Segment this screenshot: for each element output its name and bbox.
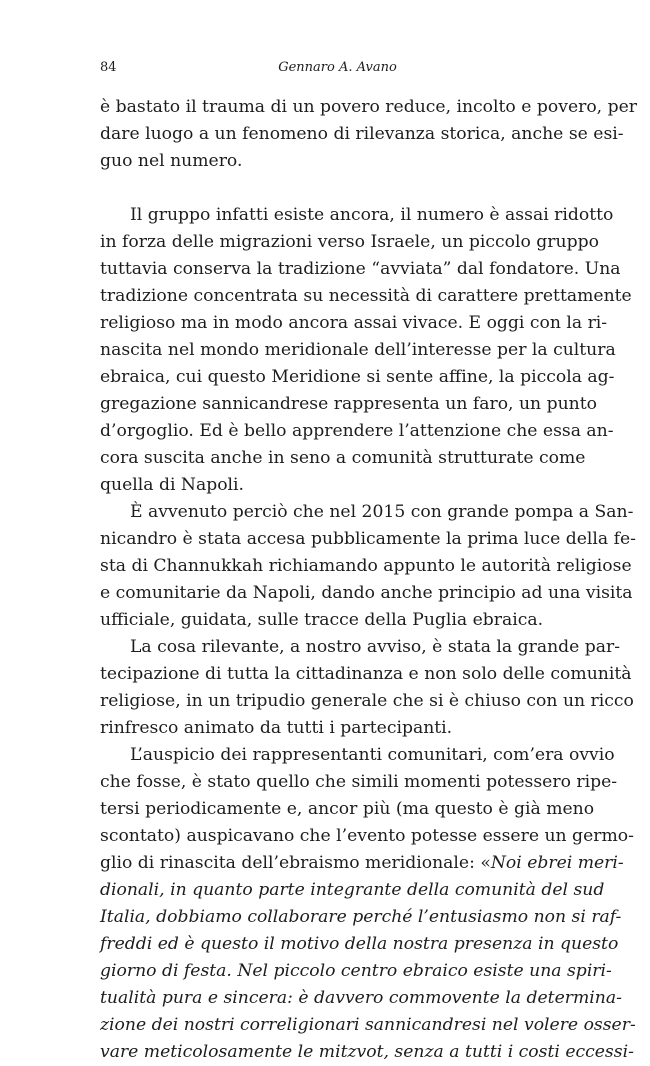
text-line	[100, 526, 636, 553]
text-line	[100, 607, 575, 634]
running-head-author: Gennaro A. Avano	[278, 60, 397, 75]
text-line-roman: ebraica, cui questo Meridione si sente affine, la piccola ag-	[100, 367, 615, 387]
text-line-roman: gregazione sannicandrese rappresenta un faro, un punto	[100, 394, 597, 414]
text-line	[100, 931, 619, 958]
text-line	[100, 553, 632, 580]
text-line-roman: La cosa rilevante, a nostro avviso, è stata la grande par-	[130, 637, 621, 657]
text-line-roman: che fosse, è stato quello che simili momenti potessero ripe-	[100, 772, 618, 792]
text-line-roman: è bastato il trauma di un povero reduce, incolto e povero, per	[100, 97, 637, 117]
text-line	[100, 472, 575, 499]
text-line	[100, 148, 575, 175]
text-line-roman: scontato) auspicavano che l’evento potesse essere un germo-	[100, 826, 634, 846]
text-line-roman: d’orgoglio. Ed è bello apprendere l’attenzione che essa an-	[100, 421, 614, 441]
text-line	[100, 418, 614, 445]
text-line-italic: Italia, dobbiamo collaborare perché l’entusiasmo non si raf-	[100, 907, 622, 927]
text-line	[100, 1012, 636, 1039]
text-line	[100, 283, 632, 310]
text-line-roman: glio di rinascita dell’ebraismo meridionale: «	[100, 853, 491, 873]
page-header	[100, 60, 575, 84]
text-line	[100, 1039, 634, 1066]
text-line-roman: religioso ma in modo ancora assai vivace. E oggi con la ri-	[100, 313, 608, 333]
text-line	[100, 796, 595, 823]
text-line	[100, 904, 622, 931]
text-line-roman: Il gruppo infatti esiste ancora, il numero è assai ridotto	[130, 205, 614, 225]
text-line-roman: ufficiale, guidata, sulle tracce della Puglia ebraica.	[100, 610, 544, 630]
text-line	[100, 985, 622, 1012]
text-line-italic: freddi ed è questo il motivo della nostra presenza in questo	[100, 934, 619, 954]
text-line-roman: tersi periodicamente e, ancor più (ma questo è già meno	[100, 799, 595, 819]
text-line-italic: Noi ebrei meri-	[490, 853, 624, 873]
text-line-roman: sta di Channukkah richiamando appunto le autorità religiose	[100, 556, 632, 576]
text-line	[100, 580, 633, 607]
text-line-roman: nicandro è stata accesa pubblicamente la prima luce della fe-	[100, 529, 636, 549]
page-number: 84	[100, 60, 117, 75]
text-line-italic: vare meticolosamente le mitzvot, senza a tutti i costi eccessi-	[100, 1042, 634, 1062]
text-line-italic: dionali, in quanto parte integrante della comunità del sud	[100, 880, 605, 900]
text-line	[100, 661, 632, 688]
text-line-roman: quella di Napoli.	[100, 475, 245, 495]
text-line-italic: zione dei nostri correligionari sannicandresi nel volere osser-	[100, 1015, 636, 1035]
text-line-roman: tecipazione di tutta la cittadinanza e non solo delle comunità	[100, 664, 632, 684]
text-line-roman: in forza delle migrazioni verso Israele, un piccolo gruppo	[100, 232, 599, 252]
text-line	[100, 121, 624, 148]
text-line-roman: L’auspicio dei rappresentanti comunitari, com’era ovvio	[130, 745, 615, 765]
text-line	[100, 499, 634, 526]
text-line	[100, 310, 608, 337]
text-line-italic: tualità pura e sincera: è davvero commovente la determina-	[100, 988, 622, 1008]
text-line	[100, 958, 612, 985]
text-line	[100, 715, 575, 742]
text-line-italic: giorno di festa. Nel piccolo centro ebraico esiste una spiri-	[100, 961, 612, 981]
body-text	[100, 94, 637, 1066]
text-line	[100, 391, 597, 418]
text-line	[100, 364, 615, 391]
text-line	[100, 742, 615, 769]
text-line-roman: religiose, in un tripudio generale che si è chiuso con un ricco	[100, 691, 634, 711]
text-line	[100, 823, 634, 850]
text-line-roman: rinfresco animato da tutti i partecipanti.	[100, 718, 453, 738]
text-line	[100, 688, 634, 715]
text-line-roman: nascita nel mondo meridionale dell’interesse per la cultura	[100, 340, 616, 360]
text-line	[100, 769, 618, 796]
text-line-roman: dare luogo a un fenomeno di rilevanza storica, anche se esi-	[100, 124, 624, 144]
text-line	[100, 445, 586, 472]
text-line	[100, 850, 624, 877]
text-line-roman: e comunitarie da Napoli, dando anche principio ad una visita	[100, 583, 633, 603]
text-line-roman: tradizione concentrata su necessità di carattere prettamente	[100, 286, 632, 306]
text-line	[100, 229, 599, 256]
text-line	[100, 94, 637, 121]
text-line	[100, 877, 605, 904]
text-line-roman: tuttavia conserva la tradizione “avviata” dal fondatore. Una	[100, 259, 621, 279]
text-line	[100, 256, 621, 283]
text-line-roman: cora suscita anche in seno a comunità strutturate come	[100, 448, 586, 468]
text-line-roman: guo nel numero.	[100, 151, 243, 171]
text-line	[100, 634, 621, 661]
text-line	[100, 202, 614, 229]
text-line	[100, 337, 616, 364]
text-line-roman: È avvenuto perciò che nel 2015 con grande pompa a San-	[130, 502, 634, 522]
paragraph-gap	[100, 175, 575, 202]
